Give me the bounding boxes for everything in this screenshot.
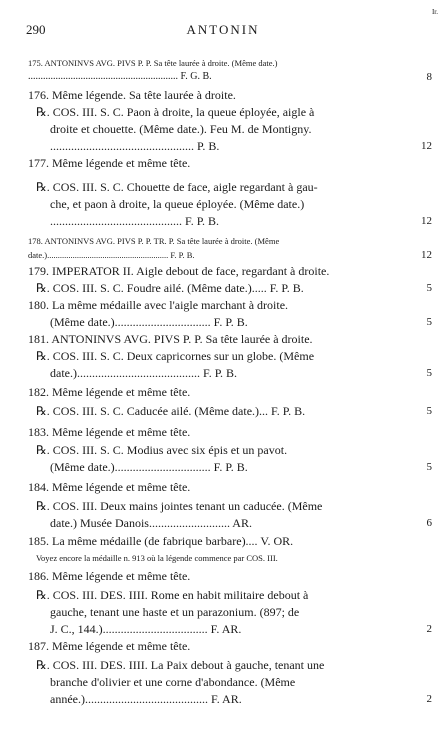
- catalog-line: [0, 403, 446, 419]
- line-text: 176. Même légende. Sa tête laurée à droite.: [28, 88, 236, 102]
- line-text: branche d'olivier et une corne d'abondance. (Même: [50, 675, 296, 689]
- rarity-number: 5: [426, 282, 432, 294]
- line-text: ℞. COS. III. S. C. Deux capricornes sur un globe. (Même: [36, 349, 315, 363]
- catalog-line: [0, 280, 446, 296]
- rarity-number: 2: [426, 623, 432, 635]
- line-text: date.)......................................... F. P. B.: [50, 366, 238, 380]
- line-text: gauche, tenant une haste et un parazonium. (897; de: [50, 605, 300, 619]
- catalog-line: [0, 179, 446, 195]
- catalog-line: [0, 638, 446, 654]
- line-text: 178. ANTONINVS AVG. PIVS P. P. TR. P. Sa tête laurée à droite. (Même: [28, 236, 280, 246]
- catalog-line: [0, 87, 446, 103]
- rarity-number: 12: [421, 140, 432, 152]
- catalog-line: [0, 587, 446, 603]
- corner-mark: Ir.: [431, 8, 438, 16]
- line-text: ............................................................ F. G. B.: [28, 71, 212, 82]
- rarity-number: 2: [426, 693, 432, 705]
- catalog-line: [0, 314, 446, 330]
- rarity-number: 12: [421, 249, 432, 261]
- catalog-line: [0, 674, 446, 690]
- catalog-line: [0, 479, 446, 495]
- catalog-line: [0, 498, 446, 514]
- catalog-line: [0, 550, 446, 566]
- catalog-line: [0, 331, 446, 347]
- catalog-line: [0, 104, 446, 120]
- line-text: ℞. COS. III. S. C. Modius avec six épis et un pavot.: [36, 443, 288, 457]
- line-text: 182. Même légende et même tête.: [28, 385, 191, 399]
- rarity-number: 8: [426, 71, 432, 83]
- catalog-line: [0, 121, 446, 137]
- catalog-line: [0, 213, 446, 229]
- catalog-line: [0, 138, 446, 154]
- line-text: ................................................ P. B.: [50, 139, 220, 153]
- line-text: 177. Même légende et même tête.: [28, 156, 191, 170]
- line-text: 179. IMPERATOR II. Aigle debout de face, regardant à droite.: [28, 264, 330, 278]
- rarity-number: 12: [421, 215, 432, 227]
- line-text: ℞. COS. III. DES. IIII. Rome en habit militaire debout à: [36, 588, 309, 602]
- catalog-line: [0, 568, 446, 584]
- catalog-line: [0, 196, 446, 212]
- line-text: Voyez encore la médaille n. 913 où la légende commence par COS. III.: [36, 553, 278, 563]
- page-number: 290: [26, 22, 46, 37]
- rarity-number: 6: [426, 517, 432, 529]
- line-text: année.)......................................... F. AR.: [50, 692, 242, 706]
- rarity-number: 5: [426, 316, 432, 328]
- page-header: [0, 22, 446, 42]
- line-text: (Même date.)................................ F. P. B.: [50, 315, 248, 329]
- rarity-number: 5: [426, 367, 432, 379]
- catalog-line: [0, 442, 446, 458]
- page-title: ANTONIN: [186, 22, 260, 37]
- line-text: 181. ANTONINVS AVG. PIVS P. P. Sa tête laurée à droite.: [28, 332, 313, 346]
- line-text: date.)......................................................... F. P. B.: [28, 250, 195, 260]
- catalog-line: [0, 533, 446, 549]
- catalog-line: [0, 247, 446, 263]
- line-text: ℞. COS. III. S. C. Chouette de face, aigle regardant à gau-: [36, 180, 318, 194]
- line-text: J. C., 144.)................................... F. AR.: [50, 622, 242, 636]
- line-text: 186. Même légende et même tête.: [28, 569, 191, 583]
- catalog-line: [0, 657, 446, 673]
- line-text: ℞. COS. III. S. C. Caducée ailé. (Même date.)... F. P. B.: [36, 404, 306, 418]
- catalog-line: [0, 424, 446, 440]
- catalog-line: [0, 621, 446, 637]
- rarity-number: 5: [426, 405, 432, 417]
- catalog-line: [0, 348, 446, 364]
- line-text: droite et chouette. (Même date.). Feu M. de Montigny.: [50, 122, 312, 136]
- rarity-number: 5: [426, 461, 432, 473]
- line-text: 184. Même légende et même tête.: [28, 480, 191, 494]
- line-text: 183. Même légende et même tête.: [28, 425, 191, 439]
- catalog-line: [0, 365, 446, 381]
- catalog-line: [0, 155, 446, 171]
- line-text: ℞. COS. III. DES. IIII. La Paix debout à gauche, tenant une: [36, 658, 325, 672]
- catalog-line: [0, 263, 446, 279]
- catalog-line: [0, 69, 446, 85]
- catalog-line: [0, 604, 446, 620]
- line-text: 187. Même légende et même tête.: [28, 639, 191, 653]
- line-text: (Même date.)................................ F. P. B.: [50, 460, 248, 474]
- line-text: date.) Musée Danois........................... AR.: [50, 516, 252, 530]
- line-text: ℞. COS. III. S. C. Paon à droite, la queue éployée, aigle à: [36, 105, 315, 119]
- line-text: 185. La même médaille (de fabrique barbare).... V. OR.: [28, 534, 294, 548]
- catalog-line: [0, 459, 446, 475]
- line-text: che, et paon à droite, la queue éployée. (Même date.): [50, 197, 305, 211]
- line-text: 180. La même médaille avec l'aigle marchant à droite.: [28, 298, 289, 312]
- catalog-line: [0, 691, 446, 707]
- line-text: ............................................ F. P. B.: [50, 214, 220, 228]
- line-text: 175. ANTONINVS AVG. PIVS P. P. Sa tête laurée à droite. (Même date.): [28, 58, 278, 68]
- catalog-line: [0, 297, 446, 313]
- line-text: ℞. COS. III. S. C. Foudre ailé. (Même date.)..... F. P. B.: [36, 281, 304, 295]
- line-text: ℞. COS. III. Deux mains jointes tenant un caducée. (Même: [36, 499, 323, 513]
- catalog-line: [0, 515, 446, 531]
- catalog-line: [0, 384, 446, 400]
